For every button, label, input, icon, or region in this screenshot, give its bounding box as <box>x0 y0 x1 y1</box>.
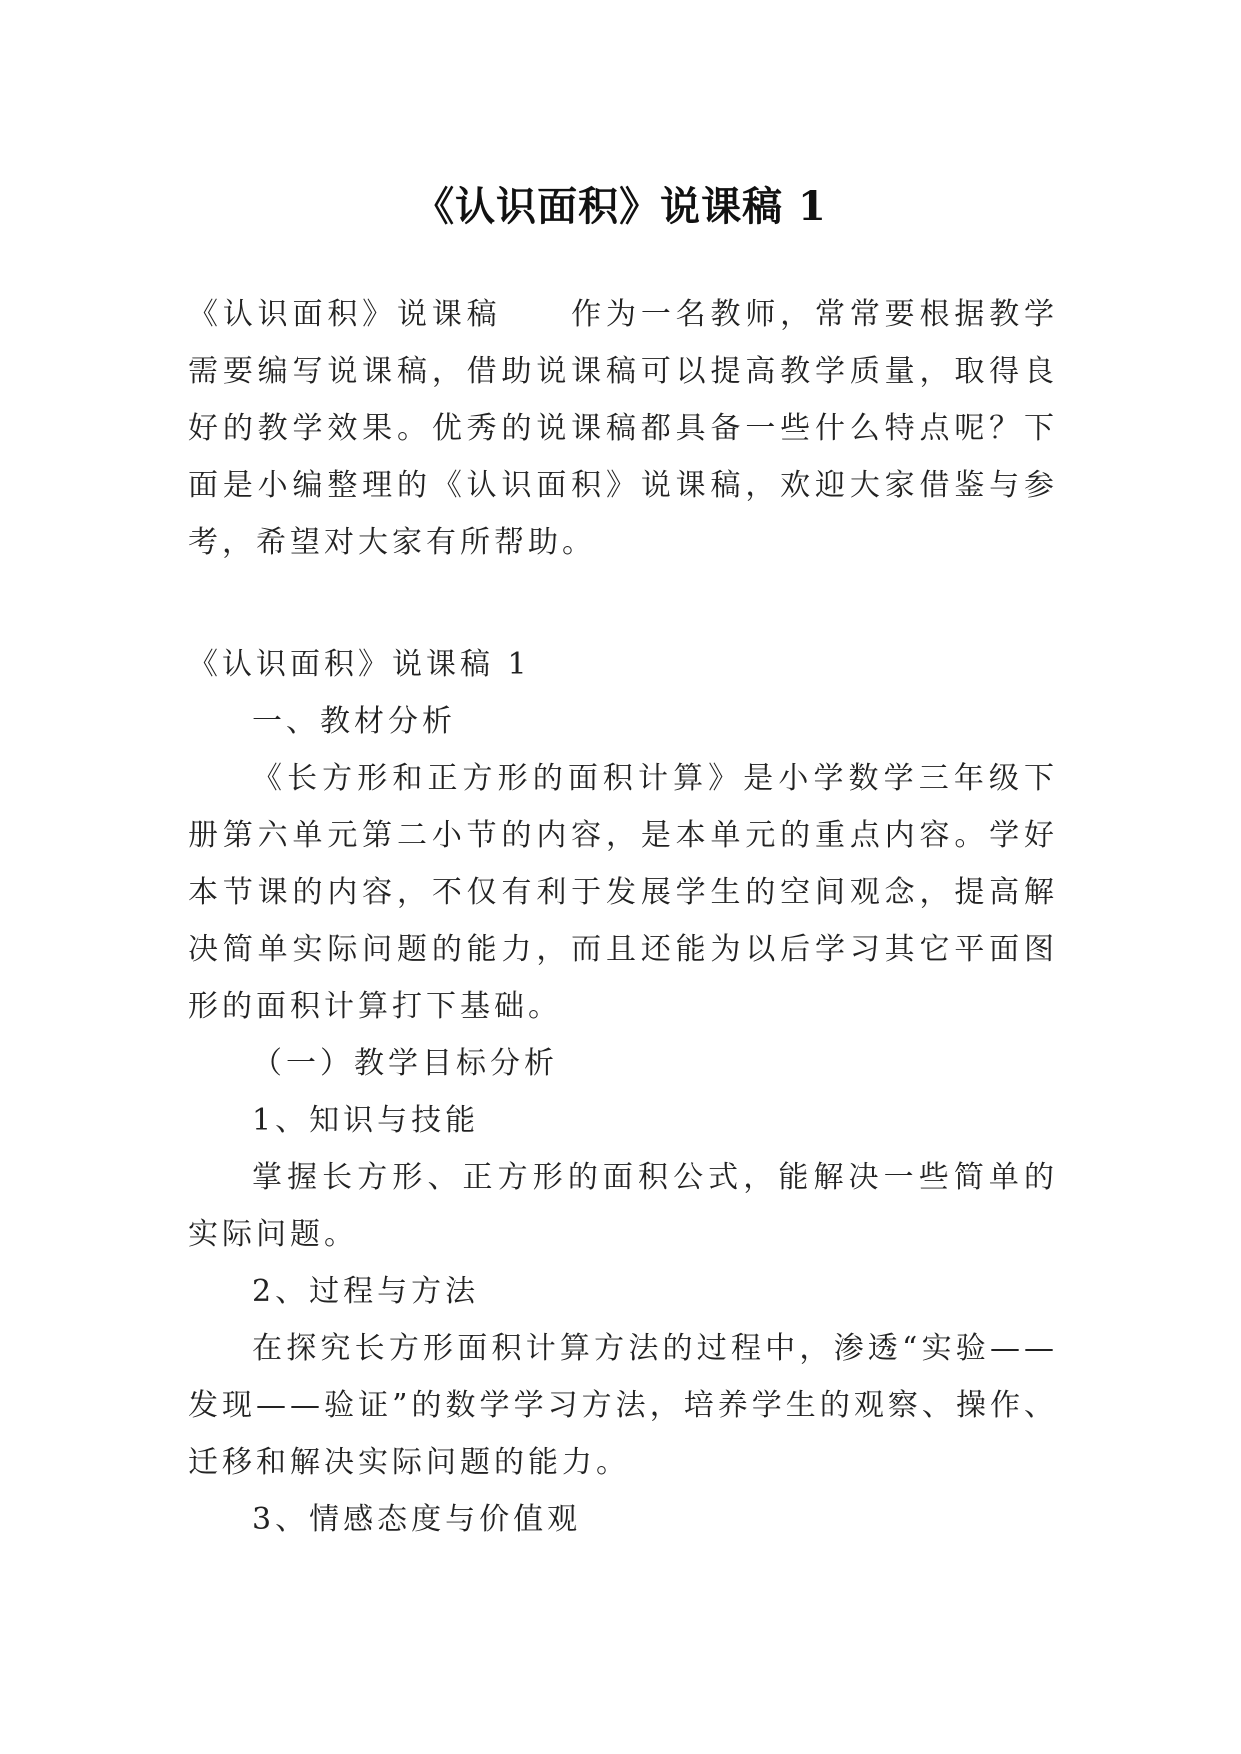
intro-paragraph: 《认识面积》说课稿 作为一名教师，常常要根据教学需要编写说课稿，借助说课稿可以提高教学质量，取得良好的教学效果。优秀的说课稿都具备一些什么特点呢？下面是小编整理的《认识面积》说课稿，欢迎大家借鉴与参考，希望对大家有所帮助。 <box>188 297 1058 560</box>
intro-block <box>188 286 1058 571</box>
paragraph-process-method: 在探究长方形面积计算方法的过程中，渗透“实验——发现——验证”的数学学习方法，培养学生的观察、操作、迁移和解决实际问题的能力。 <box>188 1331 1058 1480</box>
heading-process-method: 2、过程与方法 <box>252 1274 480 1309</box>
main-content <box>188 636 1058 1548</box>
paragraph-textbook-analysis: 《长方形和正方形的面积计算》是小学数学三年级下册第六单元第二小节的内容，是本单元的重点内容。学好本节课的内容，不仅有利于发展学生的空间观念，提高解决简单实际问题的能力，而且还能为以后学习其它平面图形的面积计算打下基础。 <box>188 761 1058 1024</box>
document-title: 《认识面积》说课稿 1 <box>414 182 827 230</box>
heading-objectives: （一）教学目标分析 <box>252 1046 558 1081</box>
heading-textbook-analysis: 一、教材分析 <box>252 704 456 739</box>
section-heading: 《认识面积》说课稿 1 <box>188 647 531 682</box>
heading-attitude-values: 3、情感态度与价值观 <box>252 1502 582 1537</box>
paragraph-knowledge-skills: 掌握长方形、正方形的面积公式，能解决一些简单的实际问题。 <box>188 1160 1058 1252</box>
heading-knowledge-skills: 1、知识与技能 <box>252 1103 480 1138</box>
